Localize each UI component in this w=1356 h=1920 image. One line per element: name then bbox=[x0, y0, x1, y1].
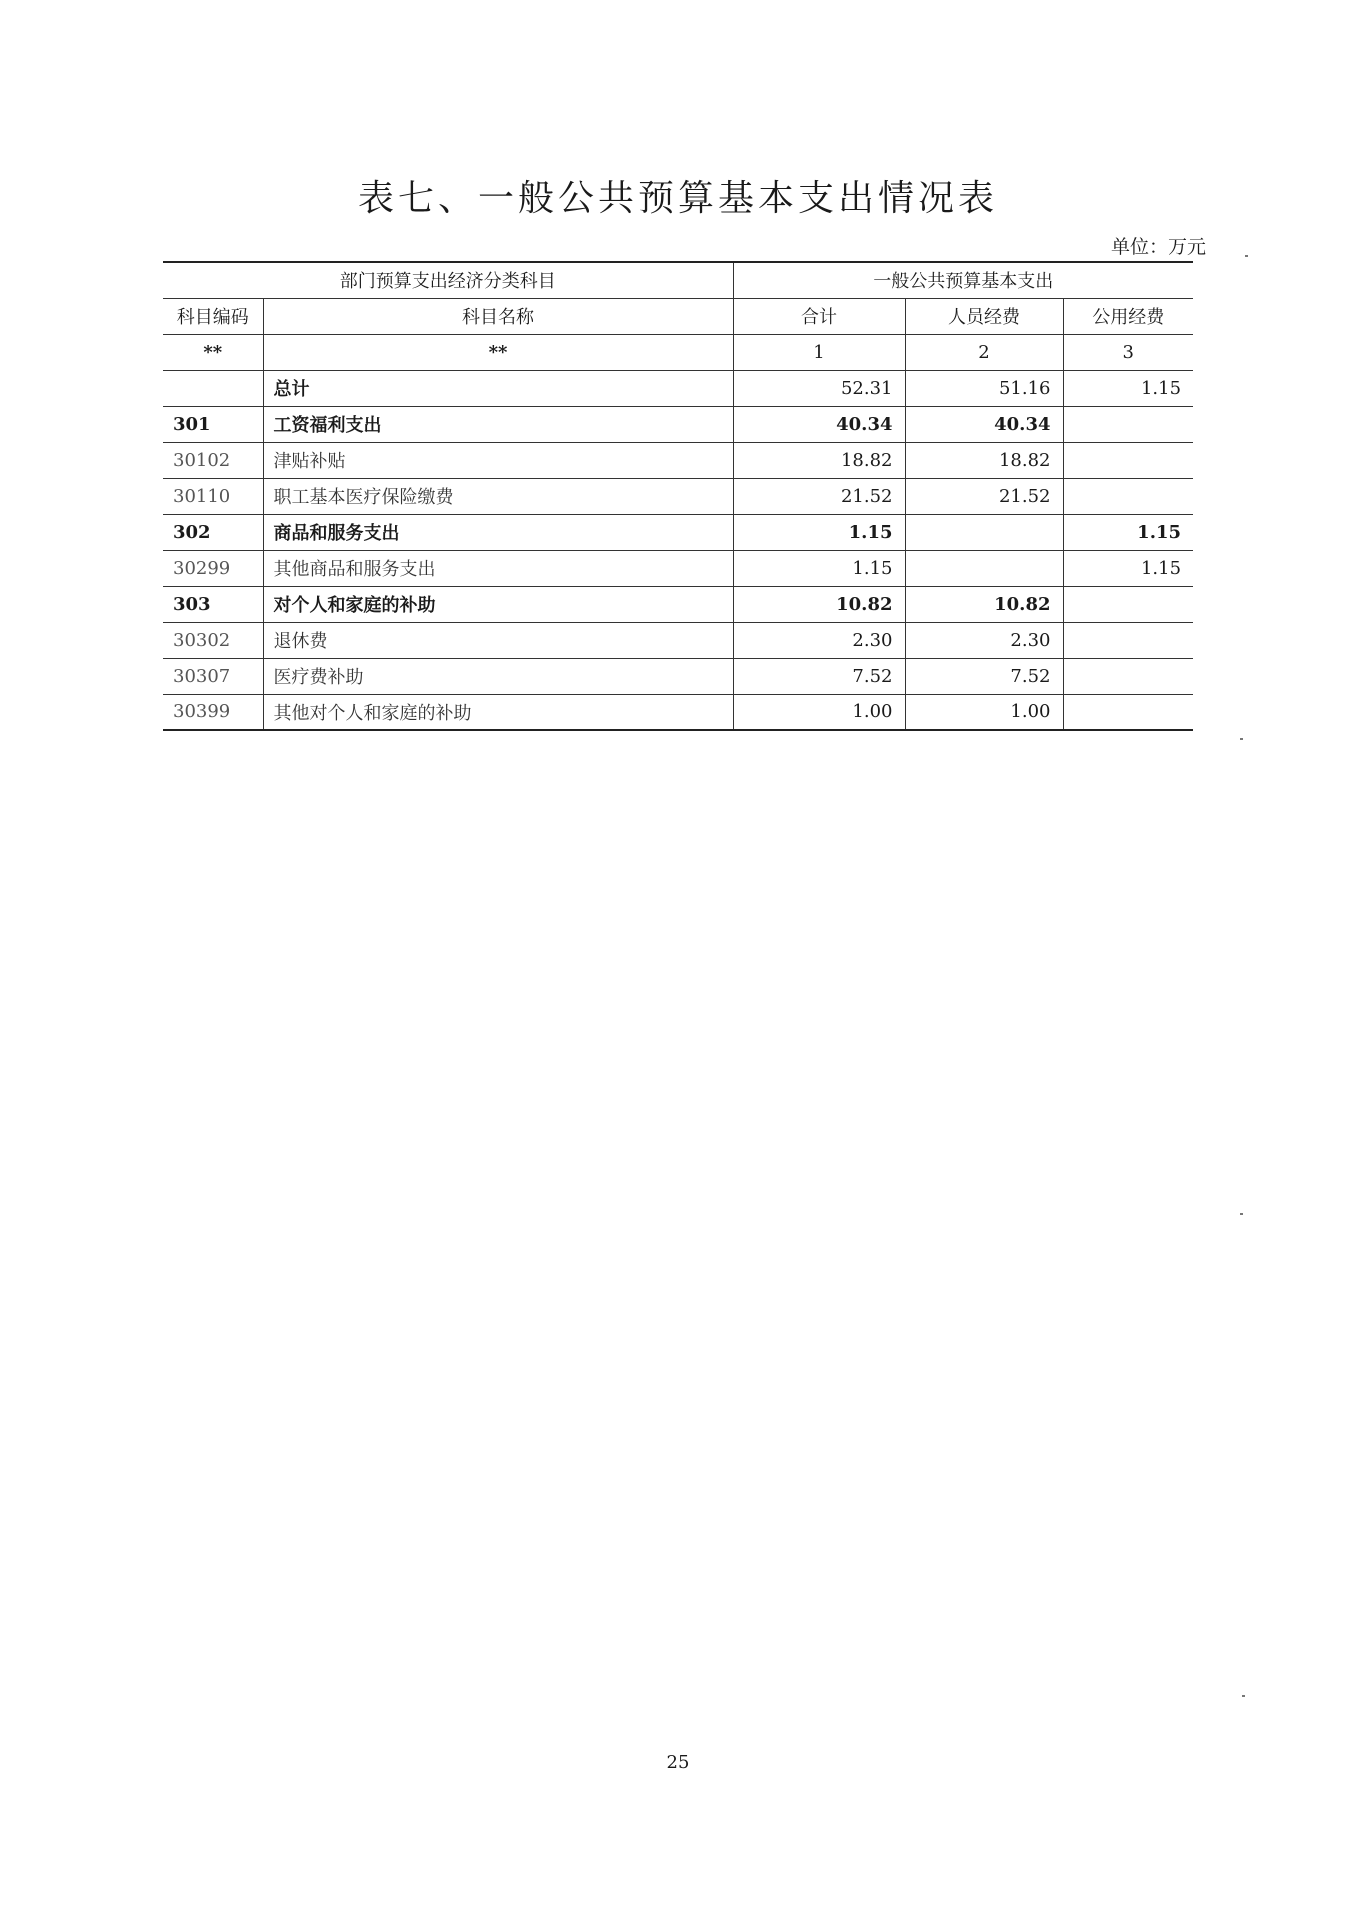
row-personnel: 51.16 bbox=[905, 370, 1063, 406]
row-personnel: 40.34 bbox=[905, 406, 1063, 442]
scan-speck bbox=[1240, 1213, 1243, 1215]
row-personnel: 1.00 bbox=[905, 694, 1063, 730]
row-name: 商品和服务支出 bbox=[263, 514, 733, 550]
row-code: 30399 bbox=[163, 694, 263, 730]
index-name: ** bbox=[263, 334, 733, 370]
scan-speck bbox=[1245, 255, 1248, 257]
unit-label: 单位：万元 bbox=[1110, 236, 1206, 258]
table-row bbox=[163, 514, 1193, 550]
row-name: 工资福利支出 bbox=[263, 406, 733, 442]
row-personnel: 10.82 bbox=[905, 586, 1063, 622]
row-code: 301 bbox=[163, 406, 263, 442]
row-total: 2.30 bbox=[733, 622, 905, 658]
table-row bbox=[163, 478, 1193, 514]
row-name: 退休费 bbox=[263, 622, 733, 658]
row-name: 其他对个人和家庭的补助 bbox=[263, 694, 733, 730]
page-number: 25 bbox=[666, 1752, 690, 1773]
row-total: 52.31 bbox=[733, 370, 905, 406]
header-col-public: 公用经费 bbox=[1063, 298, 1193, 334]
header-group-left: 部门预算支出经济分类科目 bbox=[163, 262, 733, 298]
table-row bbox=[163, 586, 1193, 622]
scan-speck bbox=[1240, 738, 1243, 740]
row-public bbox=[1063, 586, 1193, 622]
row-public bbox=[1063, 694, 1193, 730]
row-total: 18.82 bbox=[733, 442, 905, 478]
row-total: 40.34 bbox=[733, 406, 905, 442]
row-total: 10.82 bbox=[733, 586, 905, 622]
row-name: 总计 bbox=[263, 370, 733, 406]
row-personnel: 21.52 bbox=[905, 478, 1063, 514]
table-row bbox=[163, 694, 1193, 730]
header-col-total: 合计 bbox=[733, 298, 905, 334]
row-public bbox=[1063, 658, 1193, 694]
index-public: 3 bbox=[1063, 334, 1193, 370]
row-public: 1.15 bbox=[1063, 514, 1193, 550]
row-total: 7.52 bbox=[733, 658, 905, 694]
row-code: 302 bbox=[163, 514, 263, 550]
row-public bbox=[1063, 406, 1193, 442]
row-code: 30302 bbox=[163, 622, 263, 658]
row-code: 303 bbox=[163, 586, 263, 622]
row-personnel: 7.52 bbox=[905, 658, 1063, 694]
row-personnel: 2.30 bbox=[905, 622, 1063, 658]
scan-speck bbox=[1242, 1695, 1245, 1697]
row-name: 职工基本医疗保险缴费 bbox=[263, 478, 733, 514]
index-total: 1 bbox=[733, 334, 905, 370]
row-personnel bbox=[905, 514, 1063, 550]
table-row bbox=[163, 622, 1193, 658]
row-personnel bbox=[905, 550, 1063, 586]
page-title: 表七、一般公共预算基本支出情况表 bbox=[357, 178, 998, 219]
index-code: ** bbox=[163, 334, 263, 370]
row-code bbox=[163, 370, 263, 406]
header-index-row bbox=[163, 334, 1193, 370]
row-code: 30102 bbox=[163, 442, 263, 478]
row-code: 30110 bbox=[163, 478, 263, 514]
header-group-right: 一般公共预算基本支出 bbox=[733, 262, 1193, 298]
header-col-code: 科目编码 bbox=[163, 298, 263, 334]
row-total: 21.52 bbox=[733, 478, 905, 514]
table-row bbox=[163, 550, 1193, 586]
table-row bbox=[163, 658, 1193, 694]
header-column-row bbox=[163, 298, 1193, 334]
header-col-name: 科目名称 bbox=[263, 298, 733, 334]
table-row bbox=[163, 442, 1193, 478]
row-public bbox=[1063, 478, 1193, 514]
row-total: 1.00 bbox=[733, 694, 905, 730]
row-personnel: 18.82 bbox=[905, 442, 1063, 478]
row-public bbox=[1063, 622, 1193, 658]
row-name: 津贴补贴 bbox=[263, 442, 733, 478]
budget-table bbox=[163, 261, 1193, 731]
table-row-total bbox=[163, 370, 1193, 406]
row-public: 1.15 bbox=[1063, 370, 1193, 406]
row-total: 1.15 bbox=[733, 550, 905, 586]
row-total: 1.15 bbox=[733, 514, 905, 550]
table-row bbox=[163, 406, 1193, 442]
row-public bbox=[1063, 442, 1193, 478]
row-name: 对个人和家庭的补助 bbox=[263, 586, 733, 622]
index-personnel: 2 bbox=[905, 334, 1063, 370]
row-code: 30299 bbox=[163, 550, 263, 586]
row-name: 医疗费补助 bbox=[263, 658, 733, 694]
row-name: 其他商品和服务支出 bbox=[263, 550, 733, 586]
row-public: 1.15 bbox=[1063, 550, 1193, 586]
header-col-personnel: 人员经费 bbox=[905, 298, 1063, 334]
row-code: 30307 bbox=[163, 658, 263, 694]
header-group-row bbox=[163, 262, 1193, 298]
